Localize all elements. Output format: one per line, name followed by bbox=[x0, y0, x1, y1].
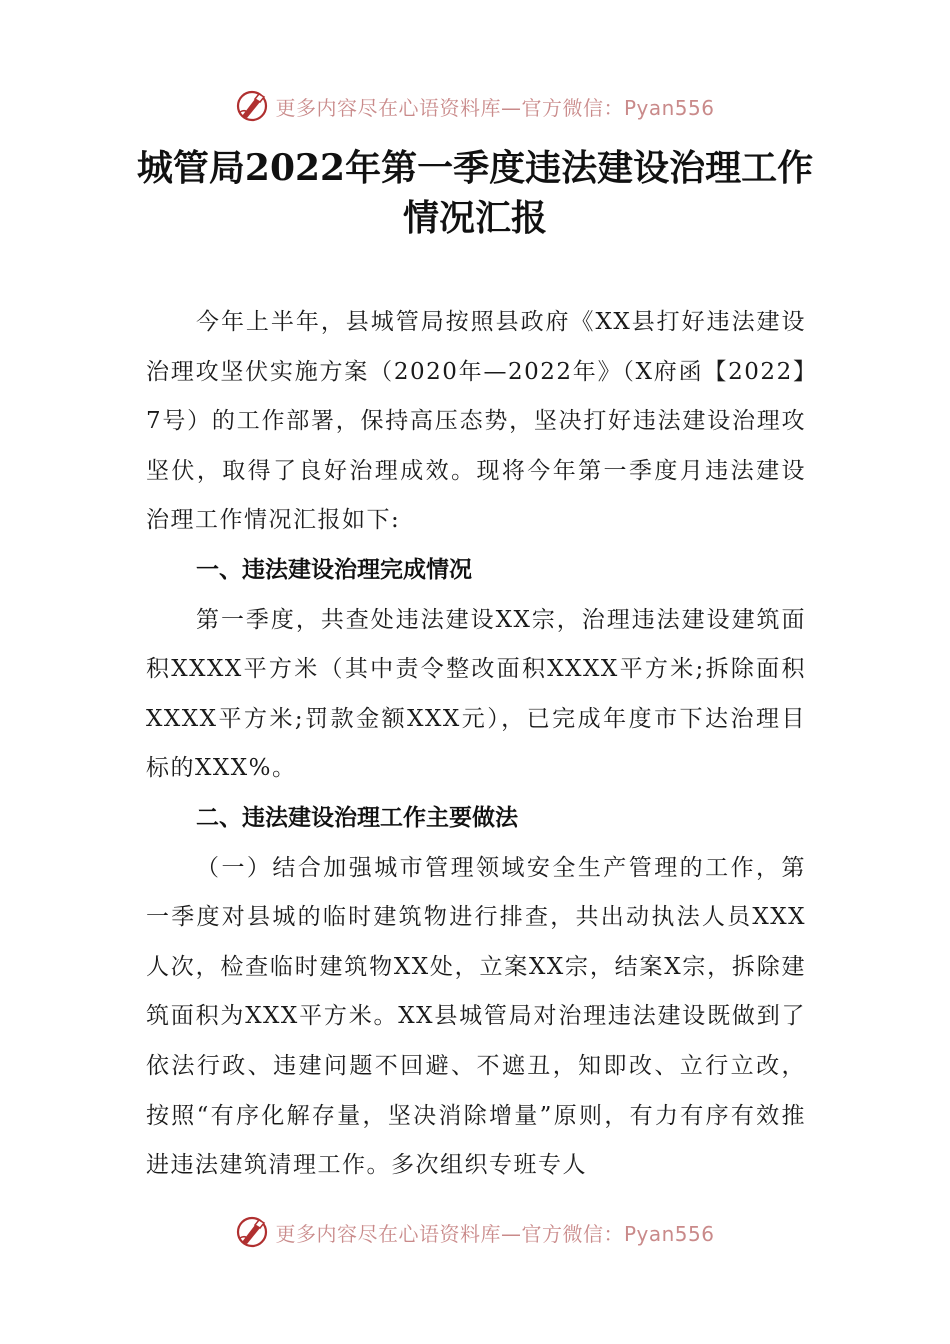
watermark-text: 更多内容尽在心语资料库—官方微信：Pyan556 bbox=[275, 95, 715, 120]
footer-watermark bbox=[0, 1212, 950, 1252]
pen-nib-logo-icon bbox=[235, 89, 269, 123]
intro-paragraph: 今年上半年，县城管局按照县政府《XX县打好违法建设治理攻坚伏实施方案（2020年—2022年》（X府函【2022】7号）的工作部署，保持高压态势，坚决打好违法建设治理攻坚伏，取得了良好治理成效。现将今年第一季度月违法建设治理工作情况汇报如下: bbox=[146, 309, 806, 534]
document-title-line-2: 情况汇报 bbox=[402, 197, 547, 239]
watermark-text: 更多内容尽在心语资料库—官方微信：Pyan556 bbox=[275, 1221, 715, 1246]
completion-paragraph: 第一季度，共查处违法建设XX宗，治理违法建设建筑面积XXXX平方米（其中责令整改面积XXXX平方米;拆除面积XXXX平方米;罚款金额XXX元），已完成年度市下达治理目标的XXX%。 bbox=[146, 606, 806, 782]
pen-nib-logo-icon bbox=[235, 1215, 269, 1249]
practice-paragraph: （一）结合加强城市管理领域安全生产管理的工作，第一季度对县城的临时建筑物进行排查，共出动执法人员XXX人次，检查临时建筑物XX处，立案XX宗，结案X宗，拆除建筑面积为XXX平方米。XX县城管局对治理违法建设既做到了依法行政、违建问题不回避、不遮丑，知即改、立行立改，按照“有序化解存量，坚决消除增量”原则，有力有序有效推进违法建筑清理工作。多次组织专班专人 bbox=[146, 854, 806, 1179]
document-body bbox=[146, 298, 806, 1191]
section-heading-2: 二、违法建设治理工作主要做法 bbox=[196, 804, 518, 831]
section-heading-1: 一、违法建设治理完成情况 bbox=[196, 556, 472, 583]
document-title-line-1: 城管局2022年第一季度违法建设治理工作 bbox=[136, 147, 814, 189]
header-watermark bbox=[0, 86, 950, 126]
